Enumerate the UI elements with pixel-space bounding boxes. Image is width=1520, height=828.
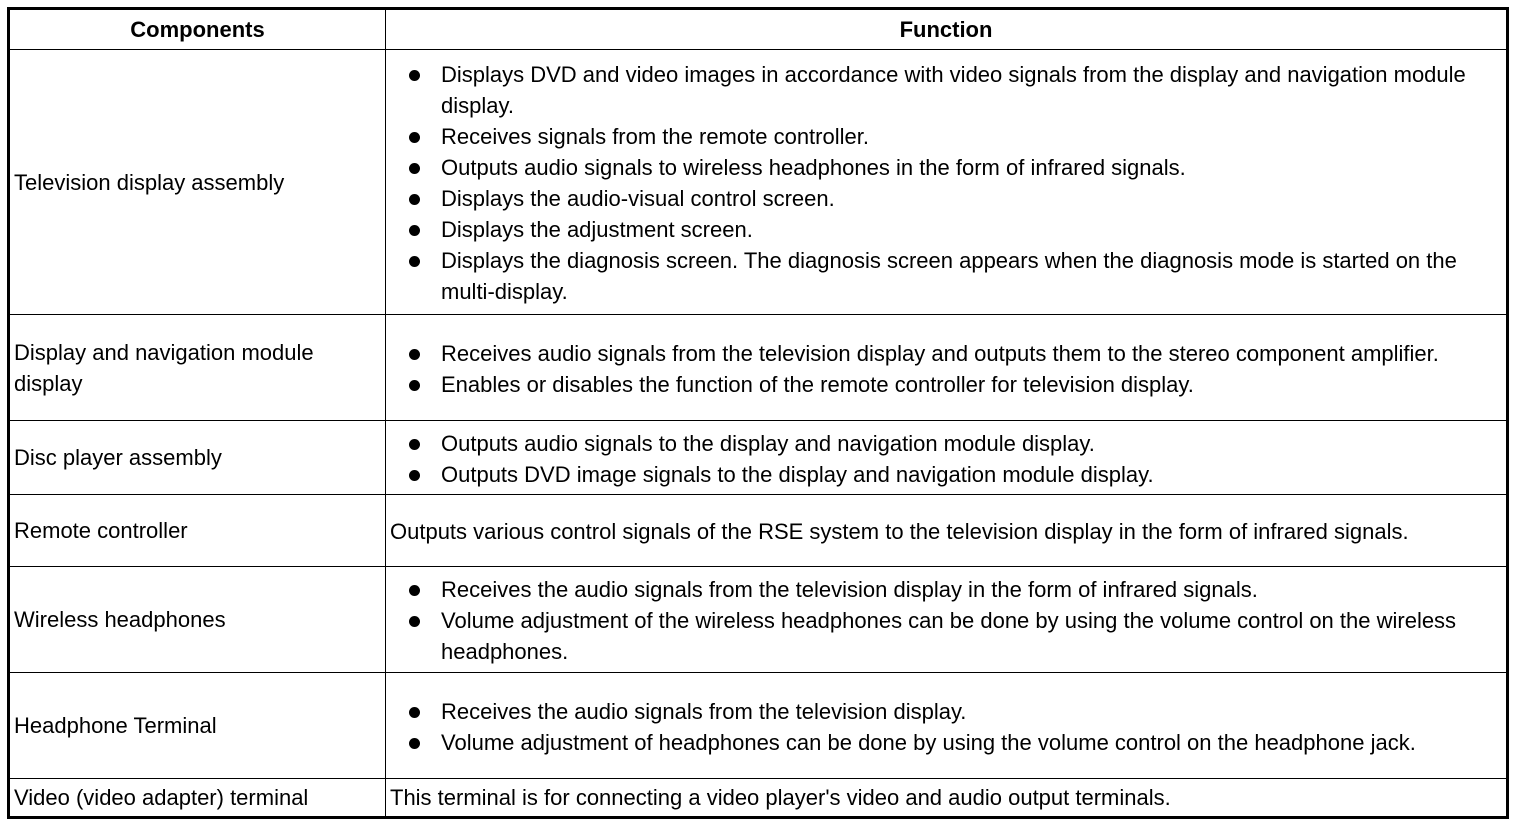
- function-text: Outputs various control signals of the RSE system to the television display in the form of infrared signals.: [390, 518, 1409, 544]
- table-row: [9, 50, 1508, 315]
- bullet-icon: [409, 70, 420, 81]
- components-header: Components: [9, 9, 386, 50]
- bullet-text: Receives audio signals from the television display and outputs them to the stereo component amplifier.: [441, 340, 1439, 366]
- components-function-table: [7, 7, 1509, 819]
- bullet-text: Displays DVD and video images in accordance with video signals from the display and navigation module display.: [441, 62, 1466, 118]
- list-item: [390, 727, 1500, 758]
- bullet-text: Outputs audio signals to the display and navigation module display.: [441, 430, 1095, 456]
- bullet-text: Displays the adjustment screen.: [441, 217, 753, 242]
- bullet-icon: [409, 225, 420, 236]
- bullet-text: Receives the audio signals from the television display.: [441, 698, 967, 724]
- bullet-text: Volume adjustment of headphones can be done by using the volume control on the headphone jack.: [441, 729, 1416, 755]
- component-cell: Wireless headphones: [9, 567, 386, 673]
- function-text: This terminal is for connecting a video player's video and audio output terminals.: [390, 785, 1171, 810]
- list-item: [390, 459, 1500, 490]
- list-item: [390, 183, 1500, 214]
- function-list: [390, 422, 1500, 494]
- bullet-text: Receives signals from the remote controller.: [441, 124, 869, 149]
- bullet-text: Outputs DVD image signals to the display and navigation module display.: [441, 461, 1154, 487]
- component-cell: Television display assembly: [9, 50, 386, 315]
- list-item: [390, 338, 1500, 369]
- bullet-icon: [409, 616, 420, 627]
- table-row: [9, 673, 1508, 779]
- bullet-text: Enables or disables the function of the remote controller for television display.: [441, 371, 1194, 397]
- function-cell: [386, 673, 1508, 779]
- list-item: [390, 574, 1500, 605]
- header-row: [9, 9, 1508, 50]
- function-cell: [386, 315, 1508, 421]
- bullet-text: Displays the audio-visual control screen.: [441, 186, 835, 211]
- table-row: [9, 315, 1508, 421]
- table-row: [9, 421, 1508, 495]
- function-list: [390, 332, 1500, 404]
- function-list: [390, 53, 1500, 311]
- bullet-text: Displays the diagnosis screen. The diagnosis screen appears when the diagnosis mode is started on the multi-display.: [441, 248, 1457, 304]
- bullet-text: Volume adjustment of the wireless headphones can be done by using the volume control on the wireless headphones.: [441, 608, 1457, 664]
- function-cell: [386, 495, 1508, 567]
- bullet-icon: [409, 256, 420, 267]
- component-cell: Remote controller: [9, 495, 386, 567]
- list-item: [390, 214, 1500, 245]
- component-cell: Disc player assembly: [9, 421, 386, 495]
- list-item: [390, 152, 1500, 183]
- bullet-text: Receives the audio signals from the television display in the form of infrared signals.: [441, 577, 1258, 602]
- function-cell: [386, 421, 1508, 495]
- bullet-icon: [409, 439, 420, 450]
- list-item: [390, 428, 1500, 459]
- component-cell: Display and navigation module display: [9, 315, 386, 421]
- bullet-icon: [409, 163, 420, 174]
- bullet-icon: [409, 707, 420, 718]
- table-row: [9, 779, 1508, 818]
- list-item: [390, 245, 1500, 307]
- component-cell: Video (video adapter) terminal: [9, 779, 386, 818]
- bullet-text: Outputs audio signals to wireless headphones in the form of infrared signals.: [441, 155, 1186, 180]
- function-list: [390, 690, 1500, 762]
- list-item: [390, 605, 1500, 667]
- list-item: [390, 369, 1500, 400]
- function-cell: [386, 779, 1508, 818]
- list-item: [390, 121, 1500, 152]
- bullet-icon: [409, 380, 420, 391]
- function-list: [390, 568, 1500, 671]
- bullet-icon: [409, 738, 420, 749]
- component-cell: Headphone Terminal: [9, 673, 386, 779]
- list-item: [390, 59, 1500, 121]
- function-header: Function: [386, 9, 1508, 50]
- bullet-icon: [409, 349, 420, 360]
- bullet-icon: [409, 470, 420, 481]
- list-item: [390, 696, 1500, 727]
- bullet-icon: [409, 585, 420, 596]
- table-row: [9, 567, 1508, 673]
- bullet-icon: [409, 194, 420, 205]
- bullet-icon: [409, 132, 420, 143]
- function-cell: [386, 50, 1508, 315]
- function-cell: [386, 567, 1508, 673]
- table-row: [9, 495, 1508, 567]
